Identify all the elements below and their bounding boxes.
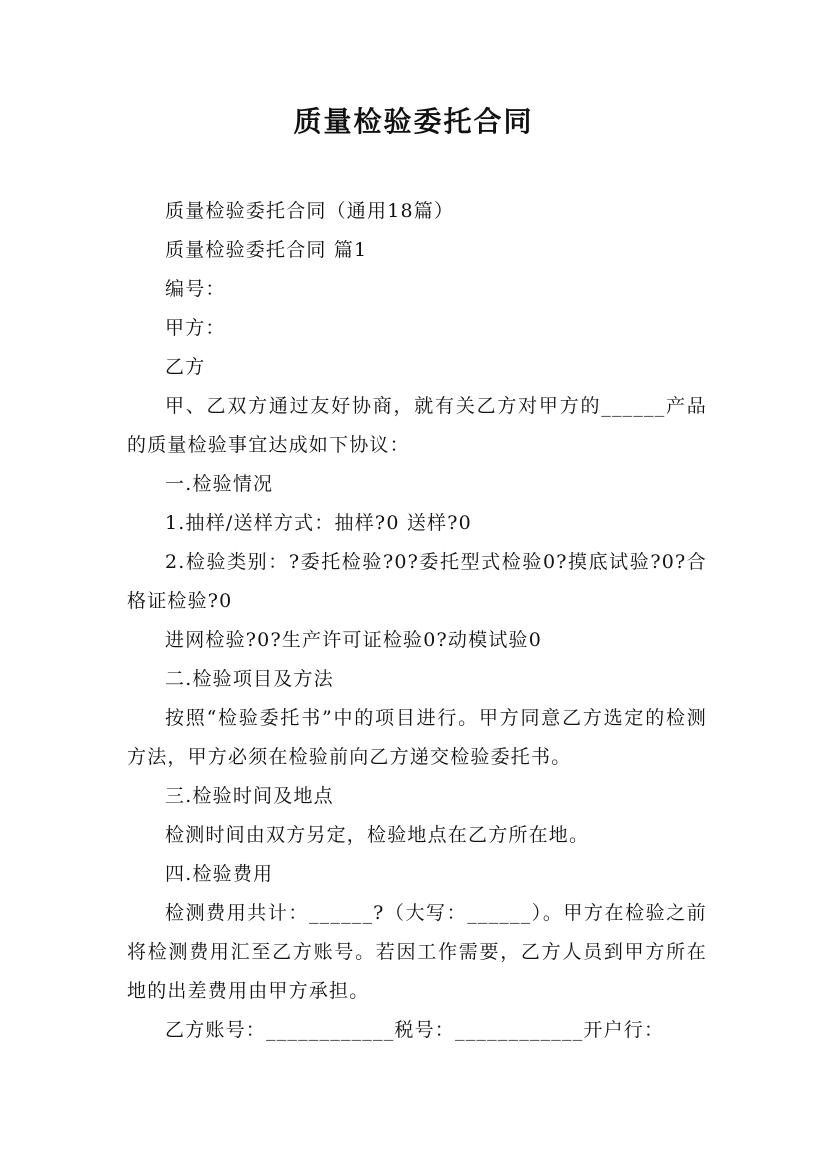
paragraph-party-a: 甲方： [165, 317, 226, 339]
paragraph-sampling-method: 1.抽样/送样方式：抽样?0 送样?0 [165, 512, 472, 534]
document-title: 质量检验委托合同 [293, 105, 534, 138]
paragraph-heading-3: 三.检验时间及地点 [165, 785, 334, 807]
paragraph-section-heading: 质量检验委托合同 篇1 [165, 239, 368, 261]
paragraph-heading-2: 二.检验项目及方法 [165, 668, 334, 690]
paragraph-inspection-types: 2.检验类别：?委托检验?0?委托型式检验0?摸底试验?0?合格证检验?0 [127, 551, 707, 612]
paragraph-number-field: 编号： [165, 278, 226, 300]
paragraph-heading-1: 一.检验情况 [165, 473, 274, 495]
paragraph-party-b: 乙方 [165, 356, 206, 378]
paragraph-time-location: 检测时间由双方另定，检验地点在乙方所在地。 [165, 824, 590, 846]
paragraph-inspection-types-cont: 进网检验?0?生产许可证检验0?动模试验0 [165, 629, 543, 651]
paragraph-subtitle: 质量检验委托合同（通用18篇） [165, 200, 455, 222]
paragraph-bank-account: 乙方账号：____________税号：____________开户行： [165, 1019, 665, 1041]
paragraph-heading-4: 四.检验费用 [165, 863, 274, 885]
paragraph-items-methods: 按照“检验委托书”中的项目进行。甲方同意乙方选定的检测方法，甲方必须在检验前向乙方递交检验委托书。 [127, 707, 707, 768]
paragraph-fees: 检测费用共计：______?（大写：______）。甲方在检验之前将检测费用汇至乙方账号。若因工作需要，乙方人员到甲方所在地的出差费用由甲方承担。 [127, 902, 707, 1002]
paragraph-agreement-intro: 甲、乙双方通过友好协商，就有关乙方对甲方的______产品的质量检验事宜达成如下协议： [127, 395, 707, 456]
document-body [127, 192, 707, 1050]
